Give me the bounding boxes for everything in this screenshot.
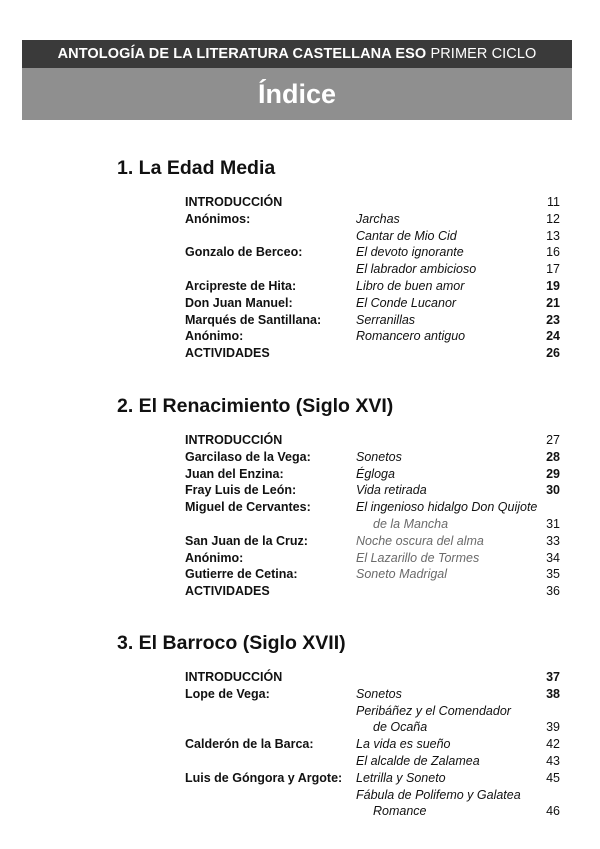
- toc-work-title: Romance: [373, 804, 427, 819]
- toc-work-title: Sonetos: [356, 686, 402, 701]
- toc-work-title: Noche oscura del alma: [356, 533, 484, 548]
- toc-page-number: 38: [546, 686, 560, 701]
- toc-work-title: Sonetos: [356, 449, 402, 464]
- toc-row: [0, 567, 600, 584]
- toc-work-title: El alcalde de Zalamea: [356, 754, 480, 768]
- toc-row: [0, 329, 600, 346]
- toc-row: [0, 212, 600, 229]
- toc-author: Marqués de Santillana:: [185, 312, 322, 327]
- toc-page-number: 45: [546, 770, 560, 785]
- toc-page-number: 46: [546, 804, 560, 819]
- toc-row: [0, 279, 600, 296]
- toc-page-number: 17: [546, 262, 560, 277]
- toc-work-title: de Ocaña: [373, 720, 428, 735]
- toc-page-number: 35: [546, 567, 560, 582]
- toc-page-number: 23: [546, 312, 560, 327]
- toc-page-number: 34: [546, 550, 560, 565]
- toc-row: [0, 534, 600, 551]
- toc-page-number: 37: [546, 670, 560, 684]
- toc-work-title: El devoto ignorante: [356, 245, 464, 260]
- toc-row: [0, 804, 600, 821]
- toc-work-title: Libro de buen amor: [356, 279, 465, 293]
- toc-page-number: 29: [546, 466, 560, 481]
- toc-row: [0, 467, 600, 484]
- toc-row: [0, 737, 600, 754]
- toc-page-number: 42: [546, 737, 560, 752]
- toc-work-title: Égloga: [356, 466, 395, 481]
- toc-page-number: 30: [546, 483, 560, 498]
- toc-page-number: 19: [546, 279, 560, 293]
- toc-work-title: El Lazarillo de Tormes: [356, 550, 480, 565]
- toc-page-number: 36: [546, 584, 560, 599]
- toc-author: INTRODUCCIÓN: [185, 433, 283, 447]
- toc-page-number: 26: [546, 346, 560, 361]
- toc-page-number: 13: [546, 228, 560, 243]
- toc-author: Gonzalo de Berceo:: [185, 245, 303, 260]
- toc-row: [0, 517, 600, 534]
- toc-author: Anónimos:: [185, 211, 251, 226]
- series-title-cycle: PRIMER CICLO: [430, 46, 537, 62]
- toc-author: Don Juan Manuel:: [185, 295, 293, 310]
- toc-row: [0, 551, 600, 568]
- toc-author: Anónimo:: [185, 329, 244, 344]
- toc-work-title: Vida retirada: [356, 483, 427, 498]
- toc-row: [0, 245, 600, 262]
- toc-author: San Juan de la Cruz:: [185, 533, 308, 548]
- toc-page-number: 28: [546, 449, 560, 464]
- toc-page-number: 21: [546, 295, 560, 310]
- section-heading: 1. La Edad Media: [117, 157, 276, 179]
- toc-page-number: 43: [546, 754, 560, 768]
- toc-author: Calderón de la Barca:: [185, 737, 314, 752]
- toc-page-number: 24: [546, 329, 560, 344]
- toc-author: Gutierre de Cetina:: [185, 567, 298, 582]
- toc-work-title: El ingenioso hidalgo Don Quijote: [356, 500, 538, 515]
- toc-row: [0, 433, 600, 450]
- page-title: Índice: [257, 79, 337, 109]
- toc-author: Luis de Góngora y Argote:: [185, 770, 343, 785]
- toc-row: [0, 584, 600, 601]
- toc-row: [0, 313, 600, 330]
- toc-row: [0, 195, 600, 212]
- toc-work-title: Cantar de Mio Cid: [356, 228, 457, 243]
- toc-work-title: Serranillas: [356, 312, 416, 327]
- toc-row: [0, 670, 600, 687]
- toc-work-title: Peribáñez y el Comendador: [356, 703, 511, 718]
- section-heading: 2. El Renacimiento (Siglo XVI): [117, 395, 394, 417]
- toc-author: Fray Luis de León:: [185, 483, 297, 498]
- toc-author: INTRODUCCIÓN: [185, 195, 283, 209]
- toc-row: [0, 754, 600, 771]
- toc-author: Juan del Enzina:: [185, 466, 284, 481]
- toc-row: [0, 687, 600, 704]
- toc-row: [0, 262, 600, 279]
- toc-page-number: 31: [546, 517, 560, 531]
- toc-work-title: Romancero antiguo: [356, 329, 466, 344]
- toc-row: [0, 450, 600, 467]
- toc-row: [0, 229, 600, 246]
- toc-row: [0, 483, 600, 500]
- section-heading: 3. El Barroco (Siglo XVII): [117, 632, 346, 654]
- toc-work-title: El labrador ambicioso: [356, 262, 477, 277]
- toc-author: ACTIVIDADES: [185, 584, 270, 599]
- toc-page-number: 16: [546, 245, 560, 260]
- toc-work-title: de la Mancha: [373, 517, 449, 531]
- toc-row: [0, 720, 600, 737]
- series-title-bold: ANTOLOGÍA DE LA LITERATURA CASTELLANA ESO: [57, 46, 427, 62]
- toc-author: Arcipreste de Hita:: [185, 279, 297, 293]
- toc-author: INTRODUCCIÓN: [185, 670, 283, 684]
- toc-row: [0, 500, 600, 517]
- toc-work-title: Jarchas: [356, 211, 400, 226]
- series-title: [22, 40, 572, 68]
- toc-page-number: 33: [546, 533, 560, 548]
- toc-author: Garcilaso de la Vega:: [185, 449, 311, 464]
- toc-author: Miguel de Cervantes:: [185, 500, 311, 515]
- toc-work-title: La vida es sueño: [356, 737, 451, 752]
- toc-work-title: Soneto Madrigal: [356, 567, 448, 582]
- toc-page-number: 27: [546, 433, 560, 447]
- toc-author: Anónimo:: [185, 550, 244, 565]
- toc-row: [0, 346, 600, 363]
- toc-row: [0, 296, 600, 313]
- toc-page-number: 12: [546, 211, 560, 226]
- toc-page-number: 39: [546, 720, 560, 735]
- toc-page-number: 11: [547, 195, 560, 209]
- toc-row: [0, 788, 600, 805]
- header-banner: [22, 40, 572, 120]
- toc-author: ACTIVIDADES: [185, 346, 270, 361]
- toc-author: Lope de Vega:: [185, 686, 270, 701]
- toc-work-title: Letrilla y Soneto: [356, 770, 446, 785]
- toc-work-title: Fábula de Polifemo y Galatea: [356, 787, 521, 802]
- toc-row: [0, 771, 600, 788]
- toc-work-title: El Conde Lucanor: [356, 295, 457, 310]
- toc-row: [0, 704, 600, 721]
